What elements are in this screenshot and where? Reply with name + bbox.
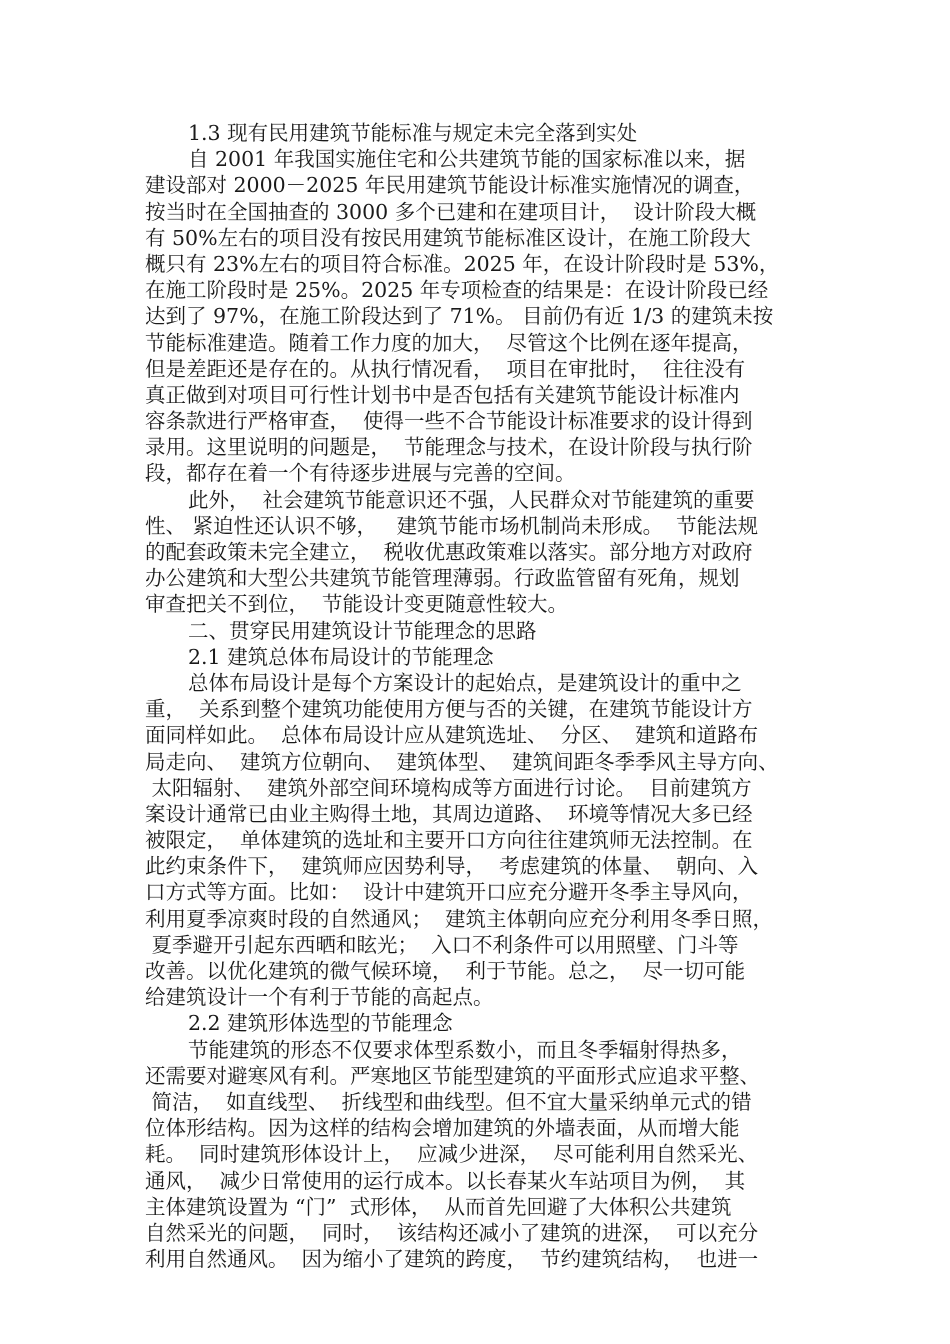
text-line: 利用夏季凉爽时段的自然通风； 建筑主体朝向应充分利用冬季日照， [145,906,774,931]
text-line: 2.1 建筑总体布局设计的节能理念 [188,644,494,669]
text-line: 2.2 建筑形体选型的节能理念 [188,1011,453,1036]
document-body [145,120,810,1272]
text-line: 口方式等方面。比如： 设计中建筑开口应充分避开冬季主导风向， [145,880,753,905]
text-line: 重， 关系到整个建筑功能使用方便与否的关键，在建筑节能设计方 [145,697,753,722]
text-line: 被限定， 单体建筑的选址和主要开口方向往往建筑师无法控制。在 [145,828,753,853]
text-line: 给建筑设计一个有利于节能的高起点。 [145,985,494,1010]
text-line: 性、 紧迫性还认识不够， 建筑节能市场机制尚未形成。 节能法规 [145,513,759,538]
text-line: 总体布局设计是每个方案设计的起始点，是建筑设计的重中之 [188,670,742,695]
text-line: 节能标准建造。随着工作力度的加大， 尽管这个比例在逐年提高， [145,330,753,355]
text-line: 自 2001 年我国实施住宅和公共建筑节能的国家标准以来，据 [188,147,746,172]
text-line: 此外， 社会建筑节能意识还不强，人民群众对节能建筑的重要 [188,487,755,512]
text-line: 录用。这里说明的问题是， 节能理念与技术，在设计阶段与执行阶 [145,435,753,460]
text-line: 真正做到对项目可行性计划书中是否包括有关建筑节能设计标准内 [145,382,740,407]
text-line: 夏季避开引起东西晒和眩光； 入口不利条件可以用照壁、门斗等 [145,932,739,957]
text-line: 容条款进行严格审查， 使得一些不合节能设计标准要求的设计得到 [145,409,753,434]
text-line: 节能建筑的形态不仅要求体型系数小，而且冬季辐射得热多， [188,1037,742,1062]
text-line: 段，都存在着一个有待逐步进展与完善的空间。 [145,461,576,486]
text-line: 局走向、 建筑方位朝向、 建筑体型、 建筑间距冬季季风主导方向、 [145,749,779,774]
text-line: 有 50%左右的项目没有按民用建筑节能标准区设计，在施工阶段大 [145,225,751,250]
text-line: 达到了 97%，在施工阶段达到了 71%。 目前仍有近 1/3 的建筑未按 [145,304,774,329]
text-line: 建设部对 2000－2025 年民用建筑节能设计标准实施情况的调查， [145,173,755,198]
text-line: 二、贯穿民用建筑设计节能理念的思路 [188,618,537,643]
text-line: 通风， 减少日常使用的运行成本。以长春某火车站项目为例， 其 [145,1168,746,1193]
text-line: 1.3 现有民用建筑节能标准与规定未完全落到实处 [188,121,638,145]
text-line: 面同样如此。 总体布局设计应从建筑选址、 分区、 建筑和道路布 [145,723,759,748]
text-line: 位体形结构。因为这样的结构会增加建筑的外墙表面，从而增大能 [145,1116,740,1141]
text-line: 自然采光的问题， 同时， 该结构还减小了建筑的进深， 可以充分 [145,1220,759,1245]
text-line: 还需要对避寒风有利。严寒地区节能型建筑的平面形式应追求平整、 [145,1063,760,1088]
text-line: 审查把关不到位， 节能设计变更随意性较大。 [145,592,569,617]
text-line: 办公建筑和大型公共建筑节能管理薄弱。行政监管留有死角，规划 [145,566,740,591]
text-line: 案设计通常已由业主购得土地，其周边道路、 环境等情况大多已经 [145,801,753,826]
text-line: 主体建筑设置为 “门” 式形体， 从而首先回避了大体积公共建筑 [145,1194,732,1219]
text-line: 概只有 23%左右的项目符合标准。2025 年，在设计阶段时是 53%， [145,251,780,276]
text-line: 简洁， 如直线型、 折线型和曲线型。但不宜大量采纳单元式的错 [145,1089,752,1114]
text-line: 改善。以优化建筑的微气候环境， 利于节能。总之， 尽一切可能 [145,959,746,983]
text-line: 此约束条件下， 建筑师应因势利导， 考虑建筑的体量、 朝向、入 [145,854,759,879]
text-line: 的配套政策未完全建立， 税收优惠政策难以落实。部分地方对政府 [145,540,753,564]
text-line: 在施工阶段时是 25%。2025 年专项检查的结果是：在设计阶段已经 [145,278,769,303]
text-line: 利用自然通风。 因为缩小了建筑的跨度， 节约建筑结构， 也进一 [145,1247,759,1272]
text-line: 耗。 同时建筑形体设计上， 应减少进深， 尽可能利用自然采光、 [145,1142,759,1167]
text-line: 太阳辐射、 建筑外部空间环境构成等方面进行讨论。 目前建筑方 [145,775,752,800]
text-line: 但是差距还是存在的。从执行情况看， 项目在审批时， 往往没有 [145,356,746,381]
text-line: 按当时在全国抽查的 3000 多个已建和在建项目计， 设计阶段大概 [145,199,757,224]
